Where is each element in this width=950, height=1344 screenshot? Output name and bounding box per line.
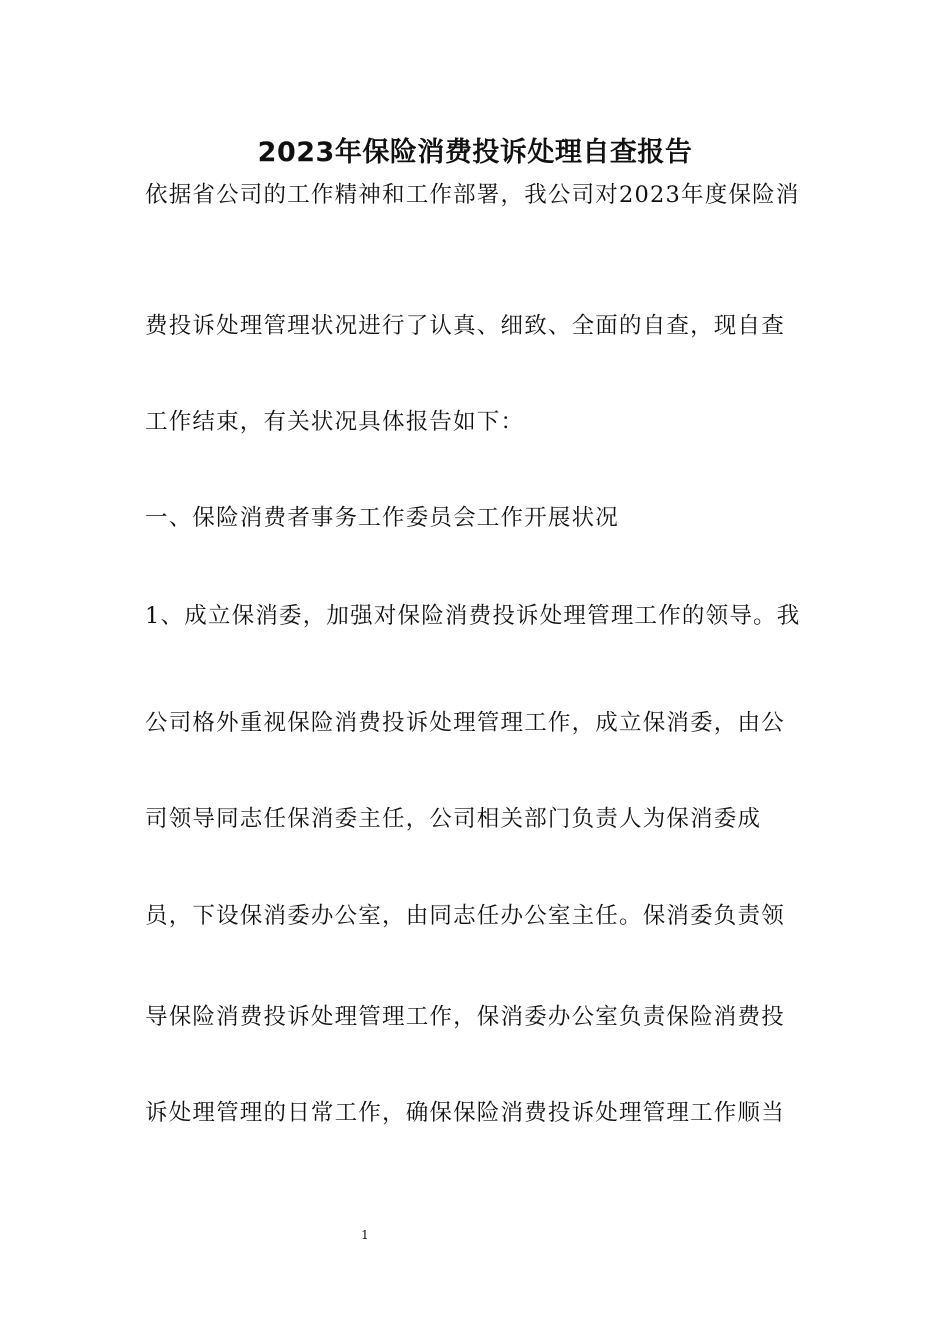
page-number: 1 (361, 1228, 369, 1242)
paragraph-line: 员，下设保消委办公室，由同志任办公室主任。保消委负责领 (145, 903, 785, 929)
paragraph-line: 工作结束，有关状况具体报告如下： (145, 409, 525, 435)
document-title: 2023年保险消费投诉处理自查报告 (257, 137, 693, 168)
paragraph-line: 依据省公司的工作精神和工作部署，我公司对2023年度保险消 (145, 182, 800, 208)
paragraph-line: 诉处理管理的日常工作，确保保险消费投诉处理管理工作顺当 (145, 1100, 785, 1126)
paragraph-line: 公司格外重视保险消费投诉处理管理工作，成立保消委，由公 (145, 710, 785, 736)
section-heading: 一、保险消费者事务工作委员会工作开展状况 (145, 505, 620, 531)
paragraph-line: 司领导同志任保消委主任，公司相关部门负责人为保消委成 (145, 806, 762, 832)
paragraph-line: 1、成立保消委，加强对保险消费投诉处理管理工作的领导。我 (145, 603, 801, 629)
paragraph-line: 导保险消费投诉处理管理工作，保消委办公室负责保险消费投 (145, 1004, 785, 1030)
paragraph-line: 费投诉处理管理状况进行了认真、细致、全面的自查，现自查 (145, 313, 785, 339)
